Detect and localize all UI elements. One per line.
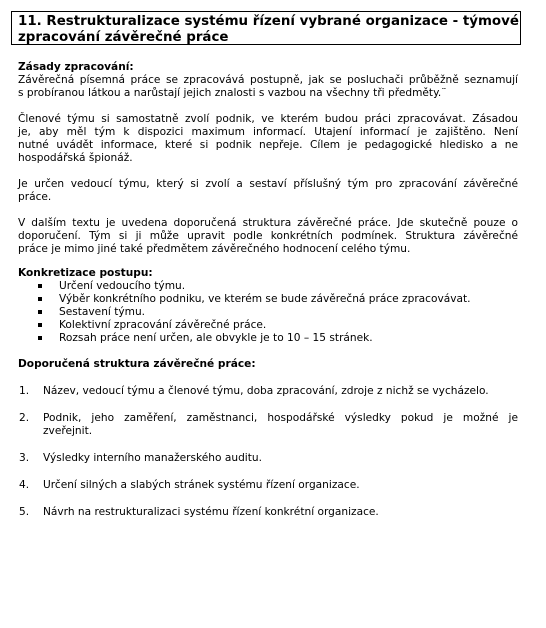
text-line: Návrh na restrukturalizaci systému řízení konkrétní organizace. <box>43 506 379 518</box>
item-number: 3. <box>19 452 30 464</box>
section-title-line-1: 11. Restrukturalizace systému řízení vybrané organizace - týmové <box>18 14 519 29</box>
list-item: Určení vedoucího týmu. <box>18 280 518 293</box>
text-line: Výsledky interního manažerského auditu. <box>43 452 262 464</box>
list-item: Rozsah práce není určen, ale obvykle je to 10 – 15 stránek. <box>18 332 518 345</box>
item-number: 4. <box>19 479 30 491</box>
text-line: zveřejnit. <box>43 425 93 437</box>
paragraph-zasady-1 <box>18 74 518 100</box>
text-line: s probíranou látkou a narůstají jejich znalosti s vazbou na všechny tři předměty.¨ <box>18 87 447 99</box>
konkretizace-list <box>18 280 518 345</box>
text-line: hospodářská špionáž. <box>18 152 133 164</box>
paragraph-zasady-2 <box>18 113 518 165</box>
item-number: 5. <box>19 506 30 518</box>
item-number: 2. <box>19 412 30 424</box>
bullet-icon <box>38 297 42 301</box>
item-number: 1. <box>19 385 30 397</box>
list-item: Kolektivní zpracování závěrečné práce. <box>18 319 518 332</box>
text-line: doporučení. Tým si ji může upravit podle konkrétních podmínek. Struktura závěrečné <box>18 230 518 242</box>
text-line: práce je mimo jiné také předmětem závěrečného hodnocení celého týmu. <box>18 243 411 255</box>
document-body <box>18 61 518 519</box>
list-item: Výběr konkrétního podniku, ve kterém se bude závěrečná práce zpracovávat. <box>18 293 518 306</box>
bullet-icon <box>38 310 42 314</box>
bullet-icon <box>38 323 42 327</box>
numbered-item-3 <box>18 452 518 465</box>
paragraph-zasady-3 <box>18 178 518 204</box>
heading-zasady: Zásady zpracování: <box>18 61 134 73</box>
text-line: Název, vedoucí týmu a členové týmu, doba zpracování, zdroje z nichž se vycházelo. <box>43 385 489 397</box>
numbered-item-2 <box>18 412 518 438</box>
paragraph-zasady-4 <box>18 217 518 256</box>
numbered-item-4 <box>18 479 518 492</box>
heading-struktura: Doporučená struktura závěrečné práce: <box>18 358 256 370</box>
text-line: Je určen vedoucí týmu, který si zvolí a sestaví příslušný tým pro zpracování závěrečné <box>18 178 518 190</box>
bullet-icon <box>38 284 42 288</box>
section-title-line-2: zpracování závěrečné práce <box>18 29 229 45</box>
section-title-box <box>11 11 521 45</box>
heading-konkretizace: Konkretizace postupu: <box>18 267 153 279</box>
text-line: je, aby měl tým k dispozici maximum informací. Utajení informací je zajištěno. Není <box>18 126 518 138</box>
numbered-item-1 <box>18 385 518 398</box>
bullet-icon <box>38 336 42 340</box>
text-line: Členové týmu si samostatně zvolí podnik, ve kterém budou práci zpracovávat. Zásadou <box>18 113 518 125</box>
numbered-item-5 <box>18 506 518 519</box>
text-line: práce. <box>18 191 52 203</box>
text-line: nutné uvádět informace, které si podnik nepřeje. Cílem je pedagogické hledisko a ne <box>18 139 518 151</box>
list-item: Sestavení týmu. <box>18 306 518 319</box>
text-line: Určení silných a slabých stránek systému řízení organizace. <box>43 479 360 491</box>
text-line: Závěrečná písemná práce se zpracovává postupně, jak se posluchači průběžně seznamují <box>18 74 518 86</box>
text-line: V dalším textu je uvedena doporučená struktura závěrečné práce. Jde skutečně pouze o <box>18 217 518 229</box>
text-line: Podnik, jeho zaměření, zaměstnanci, hospodářské výsledky pokud je možné je <box>43 412 518 424</box>
